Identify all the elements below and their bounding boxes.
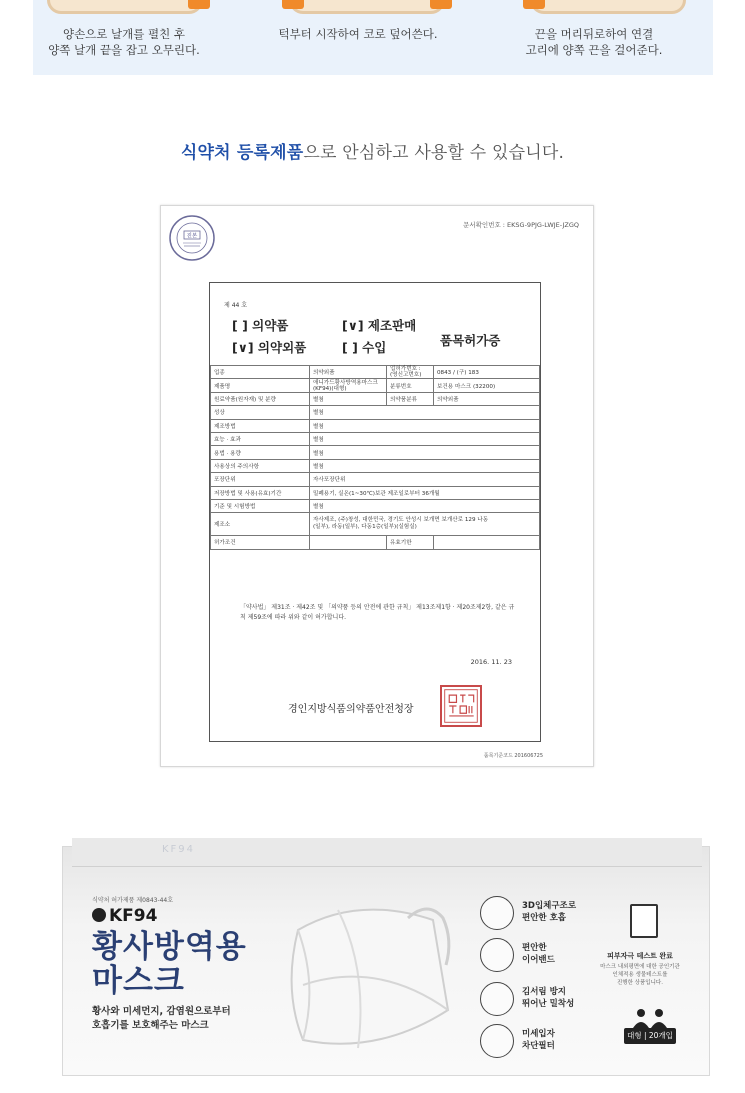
product-name-line: 마스크 <box>92 963 185 999</box>
row-value <box>434 536 540 549</box>
skin-test-description: 마스크 내외평면에 대한 공인기관 인체적용 생물테스트를 진행한 상품입니다. <box>600 964 680 986</box>
product-name-line: 황사방역용 <box>92 929 247 965</box>
size-quantity-badge: 대형 | 20개입 <box>624 1028 676 1044</box>
product-code: 품목기준코드 201606725 <box>483 753 543 759</box>
row-value: 별첨 <box>310 419 540 432</box>
table-row <box>211 459 540 472</box>
instruction-image-3 <box>530 0 686 14</box>
issuing-authority: 경인지방식품의약품안전청장 <box>288 704 414 715</box>
product-description <box>92 1005 231 1033</box>
ear-band-icon <box>480 938 514 972</box>
description-line: 호흡기를 보호해주는 마스크 <box>92 1020 209 1031</box>
row-value: 보건용 마스크 (32200) <box>434 379 540 392</box>
instruction-band <box>33 0 713 75</box>
adults-icon <box>628 1008 672 1028</box>
row-value: 애니가드황사방역용마스크 (KF94)(대형) <box>310 379 387 392</box>
row-label: 허가조건 <box>211 536 310 549</box>
row-value: 자사제조, (주)창성, 대한민국, 경기도 안성시 보개면 보개산로 129 나동 (일부), 라동(일부), 다동1층(일부)(실험실) <box>310 513 540 536</box>
approval-headline <box>0 138 745 163</box>
row-label: 업종 <box>211 366 310 379</box>
row-label: 성상 <box>211 406 310 419</box>
kf94-label <box>92 906 157 926</box>
row-value: 별첨 <box>310 432 540 445</box>
box-top-print: KF94 <box>162 844 196 855</box>
product-name <box>92 930 247 998</box>
product-box <box>62 838 708 1078</box>
permit-certificate <box>160 205 594 767</box>
row-label: 업허가번호 : (영신고번호) <box>387 366 434 379</box>
table-row <box>211 499 540 512</box>
kf-shield-icon <box>92 908 106 922</box>
table-row <box>211 379 540 392</box>
feature-line: 3D입체구조로 <box>522 901 577 911</box>
table-row <box>211 473 540 486</box>
table-row <box>211 392 540 405</box>
skin-test-title: 피부자극 테스트 완료 <box>607 952 673 960</box>
type-checkbox-quasi-drug: [∨] 의약외품 <box>232 340 307 355</box>
feature-line: 편안한 <box>522 943 547 953</box>
feature-line: 뛰어난 밀착성 <box>522 999 575 1009</box>
svg-text:진본: 진본 <box>186 233 198 240</box>
table-row <box>211 446 540 459</box>
authenticity-stamp-icon <box>168 214 216 262</box>
table-row <box>211 513 540 536</box>
feature-line: 이어밴드 <box>522 955 555 965</box>
row-label: 용법 · 용량 <box>211 446 310 459</box>
row-value: 별첨 <box>310 406 540 419</box>
feature-anti-fog <box>480 982 630 1018</box>
feature-line: 차단필터 <box>522 1041 555 1051</box>
row-value: 의약외품 <box>310 366 387 379</box>
face-3d-icon <box>480 896 514 930</box>
feature-3d-structure <box>480 896 630 932</box>
instruction-image-1 <box>47 0 203 14</box>
headline-highlight: 식약처 등록제품 <box>180 143 304 163</box>
feature-filter <box>480 1024 630 1060</box>
fit-face-icon <box>480 982 514 1016</box>
table-row <box>211 366 540 379</box>
kf-rating: KF94 <box>109 906 158 926</box>
caption-line: 턱부터 시작하여 코로 덮어쓴다. <box>278 27 438 41</box>
row-value: 자사포장단위 <box>310 473 540 486</box>
row-value: 의약외품 <box>434 392 540 405</box>
type-checkbox-import: [ ] 수입 <box>342 340 387 355</box>
box-top-flap <box>72 838 702 867</box>
caption-line: 끈을 머리뒤로하여 연결 <box>534 27 654 41</box>
clipboard-check-icon <box>630 904 658 938</box>
certificate-frame <box>209 282 541 742</box>
certificate-type-block <box>232 315 416 359</box>
table-row <box>211 536 540 549</box>
caption-line: 양손으로 날개를 펼친 후 <box>62 27 186 41</box>
caption-line: 고리에 양쪽 끈을 걸어준다. <box>525 43 663 57</box>
approval-number: 식약처 허가제품 제0843-44호 <box>92 897 174 904</box>
row-value: 별첨 <box>310 499 540 512</box>
permit-info-table <box>210 365 540 550</box>
row-label: 사용상의 주의사항 <box>211 459 310 472</box>
document-number: 문서확인번호 : EKSG-9PJG-LWJE-JZGQ <box>463 221 579 229</box>
row-label: 제품명 <box>211 379 310 392</box>
row-label: 포장단위 <box>211 473 310 486</box>
mask-illustration <box>258 890 468 1060</box>
row-label: 분류번호 <box>387 379 434 392</box>
instruction-image-2 <box>289 0 445 14</box>
caption-line: 양쪽 날개 끝을 잡고 오무린다. <box>48 43 200 57</box>
row-value: 별첨 <box>310 446 540 459</box>
table-row <box>211 406 540 419</box>
instruction-caption-2 <box>253 26 463 42</box>
instruction-caption-1 <box>19 26 229 58</box>
legal-notice: 「약사법」 제31조 · 제42조 및 「의약품 등의 안전에 관한 규칙」 제13조제1항 · 제20조제2항, 같은 규칙 제59조에 따라 위와 같이 허가합니다. <box>240 604 515 621</box>
row-label: 제조소 <box>211 513 310 536</box>
certificate-title: 품목허가증 <box>440 333 501 348</box>
permit-number: 제 44 호 <box>224 302 248 309</box>
row-value: 밀폐용기, 실온(1~30℃)보관 제조일로부터 36개월 <box>310 486 540 499</box>
particle-filter-icon <box>480 1024 514 1058</box>
description-line: 황사와 미세먼지, 감염원으로부터 <box>92 1006 231 1017</box>
issue-date: 2016. 11. 23 <box>470 658 512 666</box>
table-row <box>211 486 540 499</box>
row-label: 기준 및 시험방법 <box>211 499 310 512</box>
row-label: 의약품분류 <box>387 392 434 405</box>
row-value <box>310 536 387 549</box>
type-checkbox-drug: [ ] 의약품 <box>232 318 289 333</box>
row-value: 0843 / (구) 183 <box>434 366 540 379</box>
type-checkbox-manufacture: [∨] 제조판매 <box>342 318 417 333</box>
feature-line: 편안한 호흡 <box>522 913 567 923</box>
row-value: 별첨 <box>310 459 540 472</box>
feature-line: 미세입자 <box>522 1029 555 1039</box>
official-seal-icon <box>440 685 482 727</box>
row-value: 별첨 <box>310 392 387 405</box>
headline-rest: 으로 안심하고 사용할 수 있습니다. <box>303 143 565 163</box>
row-label: 원료약품(원자재) 및 분량 <box>211 392 310 405</box>
row-label: 유효기한 <box>387 536 434 549</box>
table-row <box>211 419 540 432</box>
instruction-caption-3 <box>489 26 699 58</box>
row-label: 저장방법 및 사용(유효)기간 <box>211 486 310 499</box>
table-row <box>211 432 540 445</box>
feature-line: 김서림 방지 <box>522 987 567 997</box>
row-label: 제조방법 <box>211 419 310 432</box>
row-label: 효능 · 효과 <box>211 432 310 445</box>
